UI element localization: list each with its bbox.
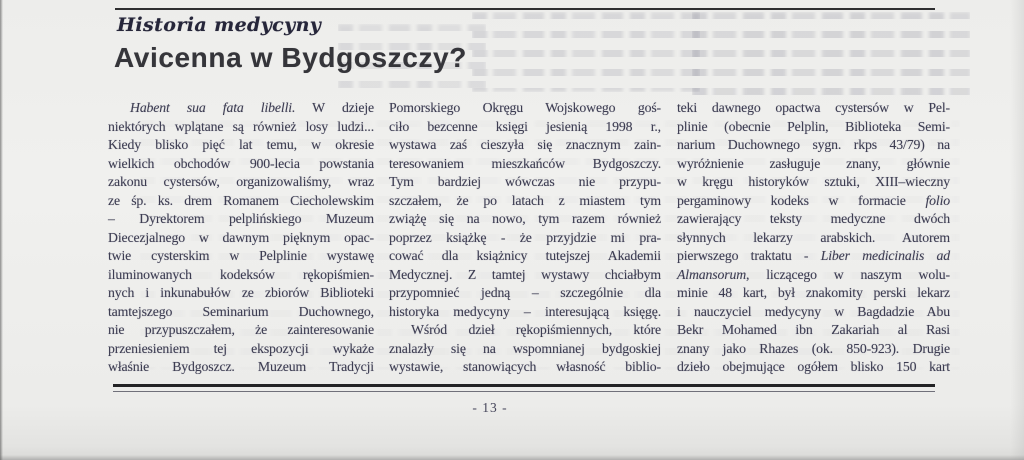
- text-line: [108, 247, 374, 266]
- text-line: [389, 192, 661, 211]
- text-segment: cować dla książnicy tutejszej Akademii: [389, 248, 661, 263]
- text-segment: teresowaniem mieszkańców Bydgoszczy.: [389, 155, 661, 171]
- top-rule: [115, 8, 935, 10]
- text-line: [108, 173, 374, 192]
- text-segment: dzieło obejmujące ogółem blisko 150 kart: [677, 359, 950, 374]
- text-line: [108, 284, 374, 303]
- text-segment: pergaminowy kodeks w formacie: [677, 192, 926, 208]
- text-segment: ciło bezcenne księgi jesienią 1998 r.,: [389, 118, 661, 134]
- text-segment: poprzez książkę - że przyjdzie mi pra-: [389, 229, 661, 245]
- text-line: [677, 321, 950, 340]
- text-line: [389, 118, 661, 137]
- text-line: [389, 155, 661, 174]
- text-line: [677, 266, 950, 285]
- bottom-rule-thick: [113, 384, 935, 387]
- text-line: [108, 321, 374, 340]
- bleed-through-ghost-text: [472, 12, 700, 92]
- text-segment: właśnie Bydgoszcz. Muzeum Tradycji: [108, 359, 374, 374]
- article-column-1: [108, 99, 374, 377]
- text-segment: plinie (obecnie Pelplin, Biblioteka Semi-: [677, 118, 950, 134]
- text-line: [108, 155, 374, 174]
- text-line: [389, 284, 661, 303]
- text-segment: nie przypuszczałem, że zainteresowanie: [108, 322, 374, 337]
- text-line: [389, 321, 661, 340]
- text-segment: pierwszego traktatu -: [677, 248, 821, 263]
- text-segment: Kiedy blisko pięć lat temu, w okresie: [108, 137, 374, 152]
- text-line: [677, 173, 950, 192]
- text-line: [677, 192, 950, 211]
- text-segment: nych i inkunabułów ze zbiorów Biblioteki: [108, 285, 374, 300]
- text-segment: Medycznej. Z tamtej wystawy chciałbym: [389, 266, 661, 282]
- text-line: [389, 340, 661, 359]
- text-line: [389, 247, 661, 266]
- text-line: [677, 229, 950, 248]
- text-line: [108, 229, 374, 248]
- text-segment: i nauczyciel medycyny w Bagdadzie Abu: [677, 303, 950, 319]
- text-line: [677, 99, 950, 118]
- text-line: [677, 284, 950, 303]
- text-segment: ze śp. ks. drem Romanem Ciecholewskim: [108, 192, 374, 208]
- italic-text-segment: Liber medicinalis ad: [820, 248, 950, 263]
- text-line: [108, 192, 374, 211]
- text-segment: wielkich obchodów 900-lecia powstania: [108, 155, 374, 171]
- text-segment: teki dawnego opactwa cystersów w Pel-: [677, 100, 950, 115]
- text-line: [108, 266, 374, 285]
- text-segment: zakonu cystersów, organizowaliśmy, wraz: [108, 174, 374, 189]
- scan-edge-bottom: [0, 455, 1024, 460]
- text-segment: tamtejszego Seminarium Duchownego,: [108, 303, 374, 319]
- text-segment: przeniesieniem tej ekspozycji wykaże: [108, 340, 374, 356]
- text-line: [389, 210, 661, 229]
- text-segment: znany jako Rhazes (ok. 850-923). Drugie: [677, 340, 950, 356]
- text-segment: szczałem, że po latach z miastem tym: [389, 192, 661, 208]
- text-line: [389, 99, 661, 118]
- text-line: [677, 358, 950, 377]
- text-segment: historyka medycyny – interesującą księgę.: [389, 303, 661, 319]
- scan-edge-right: [1010, 0, 1024, 460]
- text-line: [389, 266, 661, 285]
- text-segment: wystawa zaś cieszyła się znacznym zain-: [389, 137, 661, 152]
- text-segment: zawierający teksty medyczne dwóch: [677, 211, 950, 226]
- text-line: [677, 155, 950, 174]
- text-segment: narium Duchownego sygn. rkps 43/79) na: [677, 137, 950, 152]
- text-line: [677, 247, 950, 266]
- scan-edge-left: [0, 0, 3, 460]
- text-line: [389, 303, 661, 322]
- text-segment: niektórych wplątane są również losy ludzi...: [108, 118, 374, 134]
- text-segment: w kręgu historyków sztuki, XIII–wieczny: [677, 174, 950, 189]
- text-line: [108, 118, 374, 137]
- text-line: [677, 118, 950, 137]
- text-line: [108, 303, 374, 322]
- text-segment: Pomorskiego Okręgu Wojskowego goś-: [389, 100, 661, 115]
- text-segment: Wśród dzieł rękopiśmiennych, które: [411, 322, 661, 337]
- text-segment: – Dyrektorem pelplińskiego Muzeum: [108, 211, 374, 226]
- text-line: [389, 173, 661, 192]
- text-segment: , liczącego w naszym wolu-: [746, 266, 950, 282]
- text-segment: iluminowanych kodeksów rękopiśmien-: [108, 266, 374, 282]
- bleed-through-ghost-text: [692, 12, 970, 98]
- text-segment: Tym bardziej wówczas nie przypu-: [389, 174, 661, 189]
- text-segment: przypomnieć jedną – szczególnie dla: [389, 285, 661, 300]
- page-number: - 13 -: [472, 400, 508, 415]
- text-line: [389, 358, 661, 377]
- text-segment: słynnych lekarzy arabskich. Autorem: [677, 229, 950, 245]
- text-segment: zwiążę się na nowo, tym razem również: [389, 211, 661, 226]
- text-segment: znalazły się na wspomnianej bydgoskiej: [389, 340, 661, 356]
- text-line: [389, 136, 661, 155]
- text-line: [108, 210, 374, 229]
- text-line: [677, 210, 950, 229]
- text-segment: twie cysterskim w Pelplinie wystawę: [108, 248, 374, 263]
- italic-text-segment: folio: [925, 192, 950, 208]
- text-line: [108, 136, 374, 155]
- text-segment: Bekr Mohamed ibn Zakariah al Rasi: [677, 322, 950, 337]
- text-line: [677, 136, 950, 155]
- section-header: Historia medycyny: [117, 14, 322, 36]
- text-line: [389, 229, 661, 248]
- text-line: [677, 340, 950, 359]
- text-segment: wyróżnienie zasługuje znany, głównie: [677, 155, 950, 171]
- article-column-3: [677, 99, 950, 377]
- text-segment: Diecezjalnego w dawnym pięknym opac-: [108, 229, 374, 245]
- italic-text-segment: Almansorum: [677, 266, 747, 282]
- text-line: [108, 99, 374, 118]
- italic-text-segment: Habent sua fata libelli.: [130, 100, 296, 115]
- article-title: Avicenna w Bydgoszczy?: [114, 42, 467, 73]
- text-segment: W dzieje: [295, 100, 374, 115]
- text-line: [108, 358, 374, 377]
- text-line: [677, 303, 950, 322]
- article-column-2: [389, 99, 661, 377]
- bottom-rule-thin: [113, 391, 935, 392]
- text-line: [108, 340, 374, 359]
- text-segment: wystawie, stanowiących własność biblio-: [389, 359, 661, 374]
- text-segment: minie 48 kart, był znakomity perski lekarz: [677, 285, 950, 300]
